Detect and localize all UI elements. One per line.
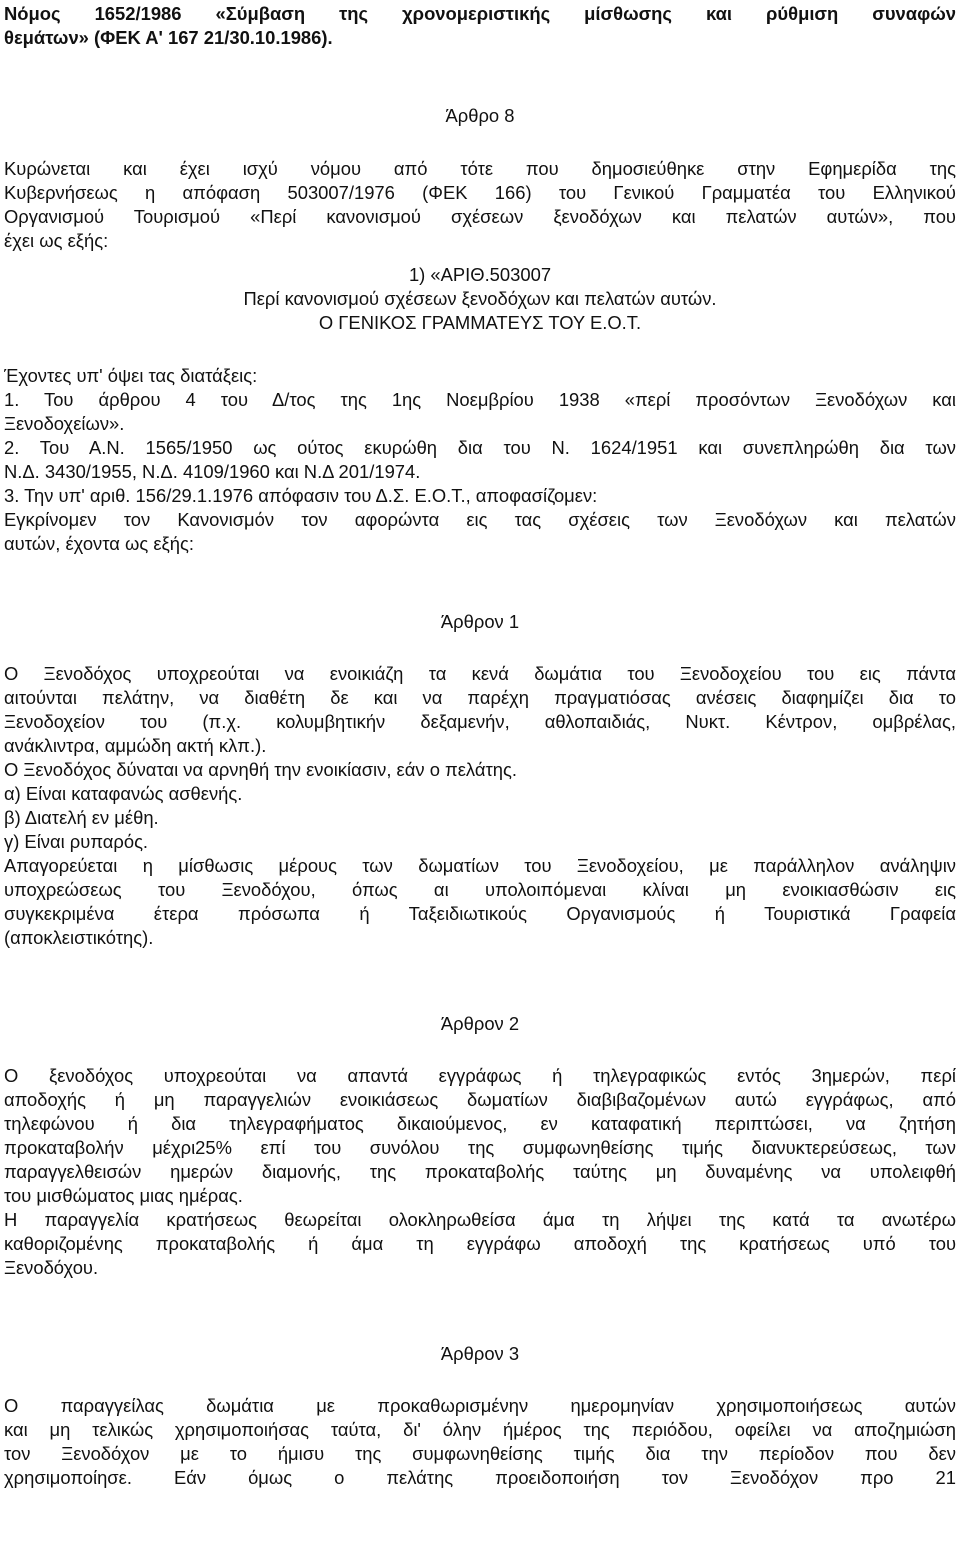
preamble-line: Έχοντες υπ' όψει τας διατάξεις: [4,365,258,386]
decision-subject: Περί κανονισμού σχέσεων ξενοδόχων και πελατών αυτών. [243,288,717,309]
article-1-line: γ) Είναι ρυπαρός. [4,831,149,852]
article-1-line: ανάκλιντρα, αμμώδη ακτή κλπ.). [4,735,267,756]
article-1-line: Ξενοδοχείον του (π.χ. κολυμβητικήν δεξαμενήν, αθλοπαιδιάς, Νυκτ. Κέντρον, ομβρέλας, [4,711,956,732]
article-1-line: (αποκλειστικότης). [4,927,154,948]
preamble-line: 1. Του άρθρου 4 του Δ/τος της 1ης Νοεμβρίου 1938 «περί προσόντων Ξενοδόχων και [4,389,956,410]
decision-number: 1) «ΑΡΙΘ.503007 [408,264,552,285]
article-3-line: Ο παραγγείλας δωμάτια με προκαθωρισμένην ημερομηνίαν χρησιμοποιήσεως αυτών [4,1395,956,1416]
article-1-line: συγκεκριμένα έτερα πρόσωπα ή Ταξειδιωτικούς Οργανισμούς ή Τουριστικά Γραφεία [4,903,956,924]
preamble-line: 3. Την υπ' αριθ. 156/29.1.1976 απόφασιν του Δ.Σ. Ε.Ο.Τ., αποφασίζομεν: [4,485,598,506]
article-2-line: παραγγελθεισών ημερών διαμονής, της προκαταβολής ταύτης μη δυναμένης να υπολειφθή [4,1161,956,1182]
article-2-line: Ο ξενοδόχος υποχρεούται να απαντά εγγράφως ή τηλεγραφικώς εντός 3ημερών, περί [4,1065,956,1086]
article-3-line: χρησιμοποίησε. Εάν όμως ο πελάτης προειδοποιήση τον Ξενοδόχον προ 21 [4,1467,956,1488]
preamble-line: Εγκρίνομεν τον Κανονισμόν τον αφορώντα εις τας σχέσεις των Ξενοδόχων και πελατών [4,509,956,530]
decision-issuer: Ο ΓΕΝΙΚΟΣ ΓΡΑΜΜΑΤΕΥΣ ΤΟΥ Ε.Ο.Τ. [318,312,642,333]
article-3-line: και μη τελικώς χρησιμοποιήσας ταύτα, δι' όλην ήμέρος της περιόδου, οφείλει να αποζημιώση [4,1419,956,1440]
article-2-line: Ξενοδόχου. [4,1257,99,1278]
preamble-line: 2. Του Α.Ν. 1565/1950 ως ούτος εκυρώθη δια του Ν. 1624/1951 και συνεπληρώθη δια των [4,437,956,458]
article-1-line: α) Είναι καταφανώς ασθενής. [4,783,243,804]
preamble-line: Ν.Δ. 3430/1955, Ν.Δ. 4109/1960 και Ν.Δ 201/1974. [4,461,421,482]
article-8-line: έχει ως εξής: [4,230,109,251]
article-8-line: Κυβερνήσεως η απόφαση 503007/1976 (ΦΕΚ 166) του Γενικού Γραμματέα του Ελληνικού [4,182,956,203]
article-2-line: του μισθώματος μιας ημέρας. [4,1185,243,1206]
article-1-line: β) Διατελή εν μέθη. [4,807,159,828]
article-2-title: Άρθρον 2 [440,1013,520,1034]
article-3-line: τον Ξενοδόχον με το ήμισυ της συμφωνηθείσης τιμής δια την περίοδον που δεν [4,1443,956,1464]
article-2-line: Η παραγγελία κρατήσεως θεωρείται ολοκληρωθείσα άμα τη λήψει της κατά τα ανωτέρω [4,1209,956,1230]
article-2-line: καθοριζομένης προκαταβολής ή άμα τη εγγράφω αποδοχή της κρατήσεως υπό του [4,1233,956,1254]
article-1-line: υποχρεώσεως του Ξενοδόχου, όπως αι υπολοιπόμεναι κλίναι μη ενοικιασθώσιν εις [4,879,956,900]
article-2-line: προκαταβολήν μέχρι25% επί του συνόλου της συμφωνηθείσης τιμής διανυκτερεύσεως, των [4,1137,956,1158]
article-1-line: Απαγορεύεται η μίσθωσις μέρους των δωματίων του Ξενοδοχείου, με παράλληλον ανάληψιν [4,855,956,876]
article-1-line: αιτούνται πελάτην, να διαθέτη δε και να παρέχη πραγματιόσας ανέσεις διαφημίζει δια το [4,687,956,708]
article-3-title: Άρθρον 3 [440,1343,520,1364]
article-8-title: Άρθρο 8 [445,105,515,126]
article-1-title: Άρθρον 1 [440,611,520,632]
preamble-line: Ξενοδοχείων». [4,413,125,434]
article-8-line: Οργανισμού Τουρισμού «Περί κανονισμού σχέσεων ξενοδόχων και πελατών αυτών», που [4,206,956,227]
article-1-line: Ο Ξενοδόχος υποχρεούται να ενοικιάζη τα κενά δωμάτια του Ξενοδοχείου του εις πάντα [4,663,956,684]
law-title-line-2: θεμάτων» (ΦΕΚ Α' 167 21/30.10.1986). [4,27,333,48]
article-8-line: Κυρώνεται και έχει ισχύ νόμου από τότε που δημοσιεύθηκε στην Εφημερίδα της [4,158,956,179]
article-2-line: αποδοχής ή μη παραγγελιών ενοικιάσεως δωματίων διαβιβαζομένων αυτώ εγγράφως, από [4,1089,956,1110]
preamble-line: αυτών, έχοντα ως εξής: [4,533,194,554]
article-1-line: Ο Ξενοδόχος δύναται να αρνηθή την ενοικίασιν, εάν ο πελάτης. [4,759,517,780]
law-title-line-1: Νόμος 1652/1986 «Σύμβαση της χρονομεριστικής μίσθωσης και ρύθμιση συναφών [4,3,956,24]
article-2-line: τηλεφώνου ή δια τηλεγραφήματος δικαιούμενος, εν καταφατική περιπτώσει, να ζητήση [4,1113,956,1134]
